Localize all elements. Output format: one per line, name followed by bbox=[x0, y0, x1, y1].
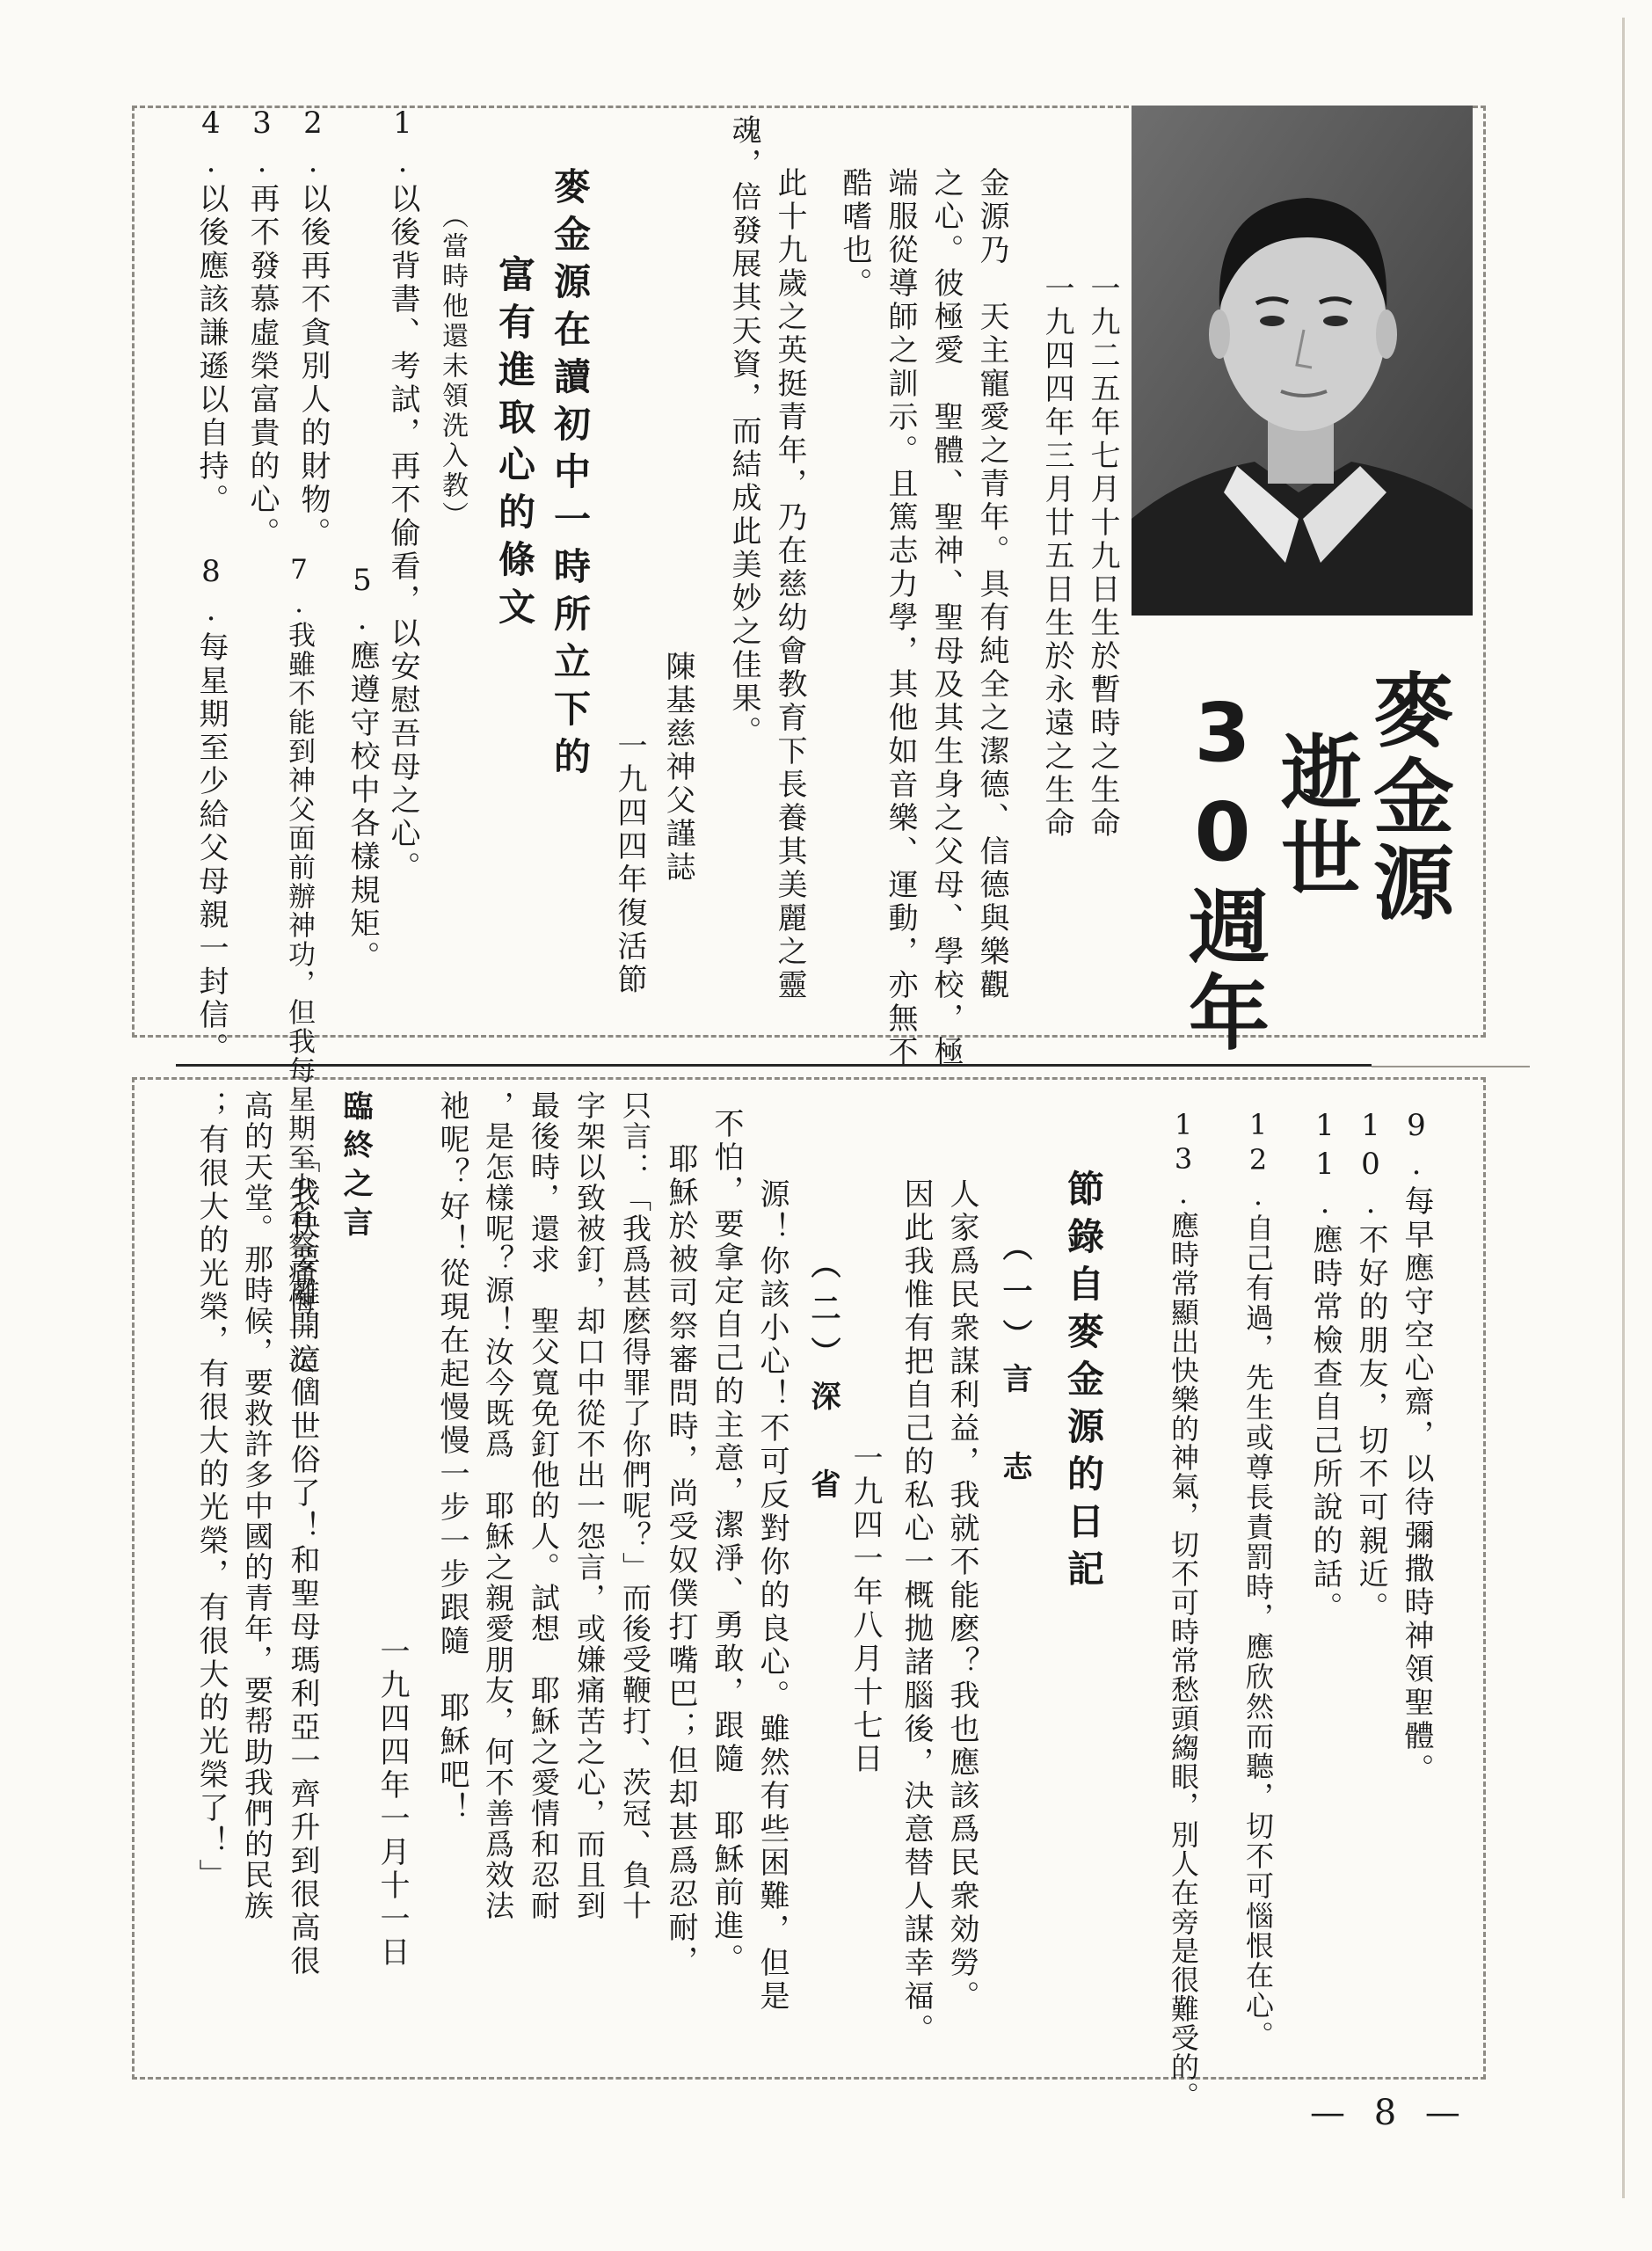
resolution-item-2: 2.以後再不貪別人的財物。 bbox=[295, 106, 331, 550]
resolutions-heading: 麥金源在讀初中一時所立下的 bbox=[549, 167, 592, 784]
headline-line1: 麥金源 bbox=[1360, 668, 1454, 927]
portrait-icon bbox=[1132, 106, 1473, 616]
resolution-item-7: 7.我雖不能到神父面前辦神功，但我每星期至少省察痛悔一次。 bbox=[283, 554, 315, 1404]
resolutions-note: （當時他還未領洗入教） bbox=[437, 202, 468, 531]
bio-line: 金源乃 天主寵愛之青年。具有純全之潔德、信德與樂觀 bbox=[974, 167, 1009, 1002]
portrait-photo bbox=[1132, 106, 1473, 616]
diary-section1-text: 因此我惟有把自己的私心一概拋諸腦後，決意替人謀幸福。 bbox=[899, 1178, 934, 2047]
diary-section2-text: 不怕，要拿定自己的主意，潔淨、勇敢，跟隨 耶穌前進。 bbox=[709, 1108, 744, 1977]
diary-section2-text: 最後時，還求 聖父寬免釘他的人。試想 耶穌之愛情和忍耐 bbox=[527, 1090, 561, 1921]
bio-line: 之心。彼極愛 聖體、聖神、聖母及其生身之父母、學校，極 bbox=[928, 167, 964, 1069]
last-words-line: 「我快要離開這個世俗了！和聖母瑪利亞一齊升到很高很 bbox=[285, 1143, 320, 1978]
resolution-item-1: 1.以後背書、考試，再不偷看，以安慰吾母之心。 bbox=[385, 106, 420, 885]
page-edge bbox=[1622, 18, 1625, 2198]
resolution-item-13: 13.應時常顯出快樂的神氣，切不可時常愁頭縐眼，別人在旁是很難受的。 bbox=[1167, 1108, 1200, 2110]
bio-author: 陳基慈神父謹誌 bbox=[660, 651, 695, 885]
resolution-item-12: 12.自己有過，先生或尊長責罰時，應欣然而聽，切不可惱恨在心。 bbox=[1241, 1108, 1275, 2051]
resolution-item-8: 8.每星期至少給父母親一封信。 bbox=[193, 554, 229, 1066]
diary-heading: 節錄自麥金源的日記 bbox=[1062, 1169, 1105, 1597]
diary-section1-title: （一）言 志 bbox=[997, 1231, 1032, 1495]
bio-line: 一九四四年三月廿五日生於永遠之生命 bbox=[1039, 273, 1074, 841]
last-words-line: 高的天堂。那時候，要救許多中國的青年，要帮助我們的民族 bbox=[240, 1090, 274, 1921]
bio-date: 一九四四年復活節 bbox=[612, 730, 647, 997]
diary-section1-text: 人家爲民衆謀利益，我就不能麽？我也應該爲民衆効勞。 bbox=[944, 1178, 979, 2014]
page-number: — 8 — bbox=[1310, 2093, 1469, 2133]
resolution-item-9: 9.每早應守空心齋，以待彌撒時神領聖體。 bbox=[1399, 1108, 1434, 1787]
resolution-item-3: 3.再不發慕虛榮富貴的心。 bbox=[244, 106, 280, 550]
section-divider bbox=[176, 1064, 1372, 1067]
diary-section2-text: 只言：「我爲甚麽得罪了你們呢？」而後受鞭打、茨冠、負十 bbox=[618, 1090, 652, 1921]
resolution-item-4: 4.以後應該謙遜以自持。 bbox=[193, 106, 229, 517]
headline-line3: 30週年 bbox=[1175, 686, 1270, 1057]
resolutions-heading-2: 富有進取心的條文 bbox=[493, 255, 536, 635]
bio-line: 此十九歲之英挺青年，乃在慈幼會教育下長養其美麗之靈 bbox=[772, 167, 807, 1002]
bio-line: 魂，倍發展其天資，而結成此美妙之佳果。 bbox=[726, 114, 761, 749]
diary-section2-text: 耶穌於被司祭審問時，尚受奴僕打嘴巴；但却甚爲忍耐， bbox=[663, 1143, 698, 1978]
bio-line: 酷嗜也。 bbox=[837, 167, 872, 301]
last-words-line: ；有很大的光榮，有很大的光榮，有很大的光榮了！」 bbox=[193, 1090, 229, 1892]
bio-line: 端服從導師之訓示。且篤志力學，其他如音樂、運動，亦無不 bbox=[883, 167, 918, 1069]
diary-section2-text: 祂呢？好！從現在起慢慢一步一步跟隨 耶穌吧！ bbox=[434, 1090, 469, 1825]
resolution-item-11: 11.應時常檢查自己所說的話。 bbox=[1307, 1108, 1343, 1625]
diary-section2-text: 源！你該小心！不可反對你的良心。雖然有些困難，但是 bbox=[754, 1178, 790, 2014]
headline-line2: 逝世 bbox=[1268, 730, 1362, 902]
section-divider-right bbox=[1372, 1066, 1530, 1067]
diary-section2-date: 一九四四年一月十一日 bbox=[375, 1635, 410, 1970]
diary-section1-date: 一九四一年八月十七日 bbox=[848, 1442, 883, 1776]
last-words-title: 臨終之言 bbox=[338, 1090, 373, 1245]
resolution-item-10: 10.不好的朋友，切不可親近。 bbox=[1353, 1108, 1388, 1625]
bio-line: 一九二五年七月十九日生於暫時之生命 bbox=[1085, 273, 1120, 841]
resolution-item-5: 5.應遵守校中各樣規矩。 bbox=[345, 563, 380, 974]
diary-section2-text: ，是怎樣呢？源！汝今既爲 耶穌之親愛朋友，何不善爲效法 bbox=[481, 1090, 515, 1921]
diary-section2-title-visible: （二）深 省 bbox=[805, 1249, 841, 1512]
diary-section2-text: 字架以致被釘，却口中從不出一怨言，或嫌痛苦之心，而且到 bbox=[572, 1090, 607, 1921]
